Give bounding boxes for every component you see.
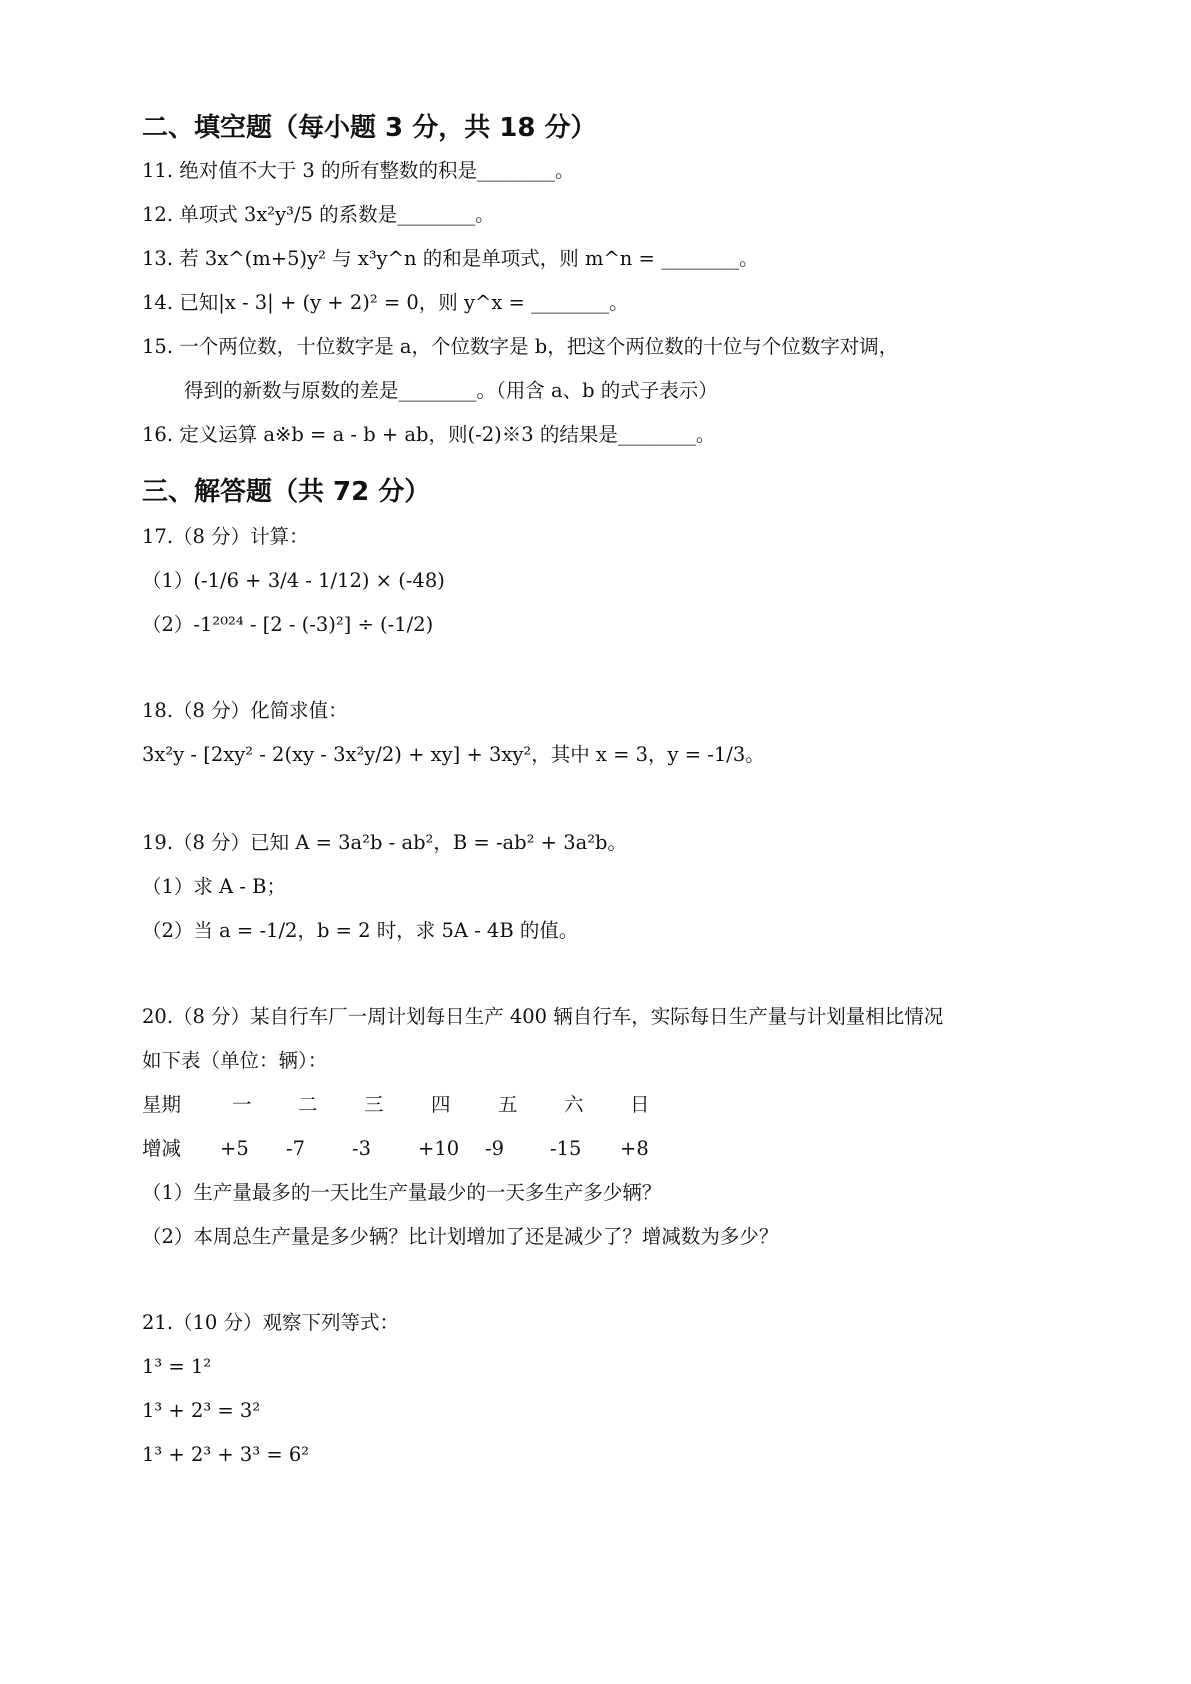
section-title-fill-blank: 二、填空题（每小题 3 分，共 18 分）	[142, 113, 597, 143]
question-16: 16. 定义运算 a※b = a - b + ab，则(-2)※3 的结果是________。	[142, 423, 716, 446]
table-cell-day: 四	[431, 1093, 451, 1116]
question-17-part-2: （2）-1²⁰²⁴ - [2 - (-3)²] ÷ (-1/2)	[142, 613, 434, 636]
question-17: 17.（8 分）计算：	[142, 525, 309, 548]
section-title-solve: 三、解答题（共 72 分）	[142, 477, 431, 507]
table-cell-day: 三	[364, 1093, 384, 1116]
question-18: 18.（8 分）化简求值：	[142, 699, 348, 722]
question-11: 11. 绝对值不大于 3 的所有整数的积是________。	[142, 159, 575, 182]
table-cell-day: 五	[498, 1093, 518, 1116]
question-20-part-1: （1）生产量最多的一天比生产量最少的一天多生产多少辆？	[142, 1181, 662, 1204]
table-cell-day: 日	[630, 1093, 650, 1116]
question-21-equation-3: 1³ + 2³ + 3³ = 6²	[142, 1443, 310, 1466]
table-cell-change: -9	[485, 1137, 504, 1160]
question-17-part-1: （1）(-1/6 + 3/4 - 1/12) × (-48)	[142, 569, 445, 592]
table-cell-change: -15	[550, 1137, 582, 1160]
table-row-label-change: 增减	[142, 1137, 182, 1160]
question-21-equation-1: 1³ = 1²	[142, 1355, 212, 1378]
table-cell-change: +10	[418, 1137, 460, 1160]
table-cell-change: +5	[220, 1137, 249, 1160]
table-cell-day: 二	[298, 1093, 318, 1116]
question-19-part-2: （2）当 a = -1/2，b = 2 时，求 5A - 4B 的值。	[142, 919, 579, 942]
table-cell-day: 一	[232, 1093, 252, 1116]
question-18-expression: 3x²y - [2xy² - 2(xy - 3x²y/2) + xy] + 3xy²，其中 x = 3，y = -1/3。	[142, 743, 765, 766]
question-20-part-2: （2）本周总生产量是多少辆？比计划增加了还是减少了？增减数为多少？	[142, 1225, 779, 1248]
question-21-equation-2: 1³ + 2³ = 3²	[142, 1399, 261, 1422]
table-cell-day: 六	[564, 1093, 584, 1116]
question-20-line-2: 如下表（单位：辆）：	[142, 1049, 328, 1072]
table-cell-change: -3	[352, 1137, 371, 1160]
question-21: 21.（10 分）观察下列等式：	[142, 1311, 400, 1334]
question-20-line-1: 20.（8 分）某自行车厂一周计划每日生产 400 辆自行车，实际每日生产量与计划量相比情况	[142, 1005, 944, 1028]
question-15-line-2: 得到的新数与原数的差是________。（用含 a、b 的式子表示）	[184, 379, 718, 402]
question-15-line-1: 15. 一个两位数，十位数字是 a，个位数字是 b，把这个两位数的十位与个位数字对调，	[142, 335, 899, 358]
question-13: 13. 若 3x^(m+5)y² 与 x³y^n 的和是单项式，则 m^n = ________。	[142, 247, 759, 270]
question-12: 12. 单项式 3x²y³/5 的系数是________。	[142, 203, 495, 226]
question-14: 14. 已知|x - 3| + (y + 2)² = 0，则 y^x = ________。	[142, 291, 629, 314]
question-19-part-1: （1）求 A - B；	[142, 875, 287, 898]
table-cell-change: +8	[620, 1137, 649, 1160]
question-19: 19.（8 分）已知 A = 3a²b - ab²，B = -ab² + 3a²b。	[142, 831, 628, 854]
table-row-label-weekday: 星期	[142, 1093, 182, 1116]
table-cell-change: -7	[286, 1137, 305, 1160]
